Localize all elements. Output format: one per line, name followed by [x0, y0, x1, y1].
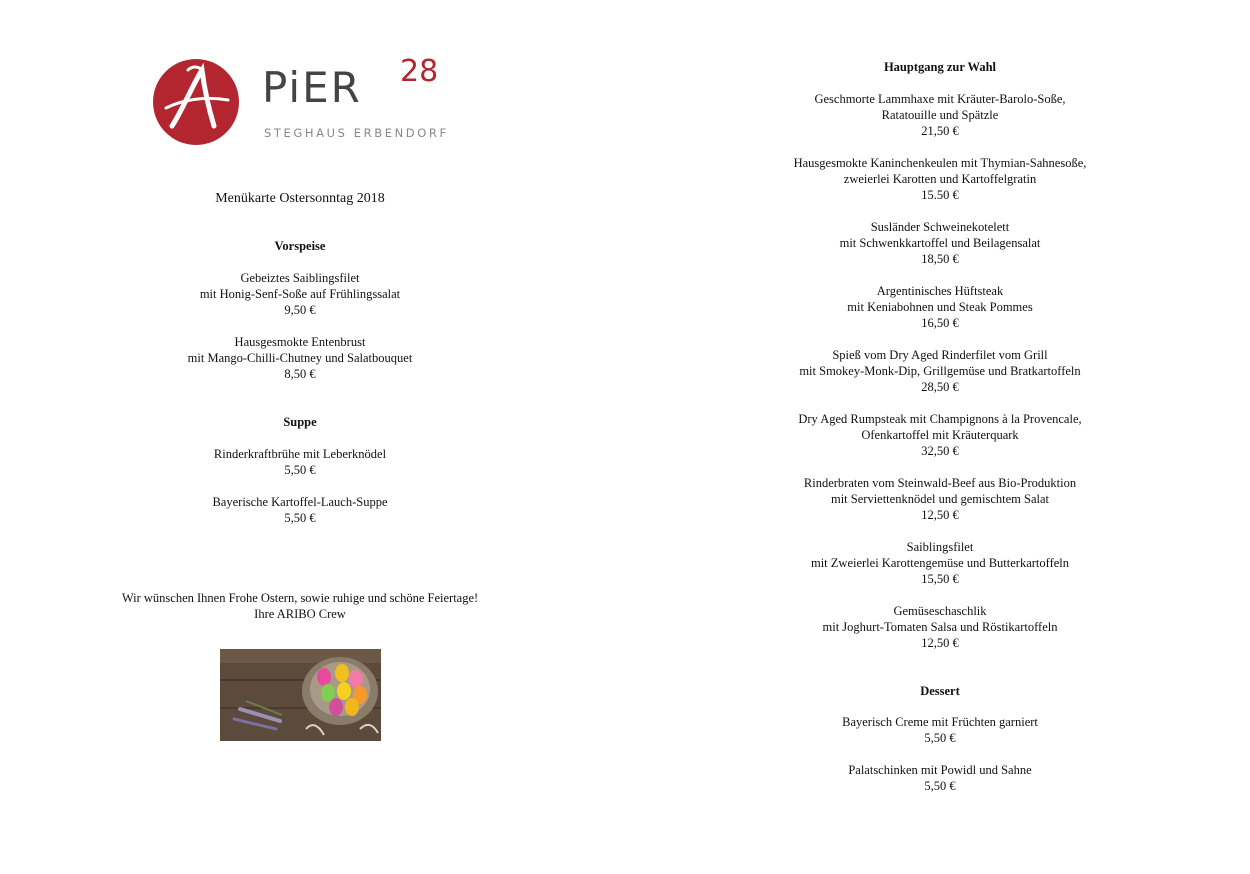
item-description: mit Keniabohnen und Steak Pommes [847, 300, 1033, 314]
item-name: Rinderkraftbrühe mit Leberknödel [213, 447, 387, 461]
right-column [740, 0, 1140, 874]
menu-item [740, 411, 1140, 459]
item-price: 12,50 € [921, 508, 959, 522]
menu-item [100, 334, 500, 382]
item-price: 12,50 € [921, 636, 959, 650]
logo-name: PiER [262, 63, 362, 112]
menu-title: Menükarte Ostersonntag 2018 [215, 191, 385, 206]
item-name: Rinderbraten vom Steinwald-Beef aus Bio-Produktion [803, 476, 1077, 490]
item-description: mit Serviettenknödel und gemischtem Salat [830, 492, 1049, 506]
item-name: Gebeiztes Saiblingsfilet [240, 271, 360, 285]
menu-item [740, 714, 1140, 746]
item-name: Susländer Schweinekotelett [870, 220, 1010, 234]
item-description: mit Smokey-Monk-Dip, Grillgemüse und Bratkartoffeln [799, 364, 1081, 378]
item-price: 5,50 € [284, 511, 316, 525]
item-price: 18,50 € [921, 252, 959, 266]
greeting [100, 590, 500, 622]
item-name: Hausgesmokte Kaninchenkeulen mit Thymian-Sahnesoße, [793, 156, 1087, 170]
greeting-text: Wir wünschen Ihnen Frohe Ostern, sowie ruhige und schöne Feiertage! [121, 591, 479, 605]
dessert-heading: Dessert [920, 684, 960, 698]
item-price: 5,50 € [284, 463, 316, 477]
item-price: 21,50 € [921, 124, 959, 138]
item-price: 16,50 € [921, 316, 959, 330]
hauptgang-heading: Hauptgang zur Wahl [883, 60, 997, 74]
menu-item [740, 219, 1140, 267]
menu-item [740, 91, 1140, 139]
item-price: 9,50 € [284, 303, 316, 317]
item-description: Ratatouille und Spätzle [881, 108, 999, 122]
menu-item [740, 475, 1140, 523]
item-price: 8,50 € [284, 367, 316, 381]
logo-subtitle: STEGHAUS ERBENDORF [264, 126, 449, 140]
item-name: Dry Aged Rumpsteak mit Champignons à la Provencale, [798, 412, 1082, 426]
item-name: Geschmorte Lammhaxe mit Kräuter-Barolo-Soße, [814, 92, 1066, 106]
vorspeise-heading: Vorspeise [274, 239, 326, 253]
logo-number: 28 [400, 54, 439, 89]
menu-item [100, 446, 500, 478]
menu-item [740, 283, 1140, 331]
item-description: mit Zweierlei Karottengemüse und Butterkartoffeln [810, 556, 1070, 570]
menu-item [100, 270, 500, 318]
item-name: Gemüseschaschlik [893, 604, 987, 618]
item-name: Spieß vom Dry Aged Rinderfilet vom Grill [832, 348, 1048, 362]
item-name: Hausgesmokte Entenbrust [234, 335, 366, 349]
item-description: zweierlei Karotten und Kartoffelgratin [843, 172, 1037, 186]
menu-item [740, 603, 1140, 651]
item-description: mit Joghurt-Tomaten Salsa und Röstikartoffeln [822, 620, 1058, 634]
item-name: Argentinisches Hüftsteak [876, 284, 1004, 298]
item-description: Ofenkartoffel mit Kräuterquark [861, 428, 1019, 442]
item-price: 5,50 € [924, 779, 956, 793]
suppe-heading: Suppe [283, 415, 317, 429]
easter-eggs-photo [220, 649, 381, 741]
item-description: mit Schwenkkartoffel und Beilagensalat [839, 236, 1041, 250]
menu-item [740, 762, 1140, 794]
item-description: mit Mango-Chilli-Chutney und Salatbouquet [187, 351, 413, 365]
menu-item [740, 155, 1140, 203]
item-price: 5,50 € [924, 731, 956, 745]
left-column [100, 0, 500, 874]
item-price: 15,50 € [921, 572, 959, 586]
item-price: 32,50 € [921, 444, 959, 458]
item-description: mit Honig-Senf-Soße auf Frühlingssalat [199, 287, 401, 301]
item-name: Bayerisch Creme mit Früchten garniert [842, 715, 1038, 729]
menu-item [740, 347, 1140, 395]
item-name: Bayerische Kartoffel-Lauch-Suppe [212, 495, 388, 509]
item-price: 15.50 € [921, 188, 959, 202]
menu-item [100, 494, 500, 526]
greeting-signature: Ihre ARIBO Crew [254, 607, 346, 621]
item-name: Saiblingsfilet [906, 540, 974, 554]
item-price: 28,50 € [921, 380, 959, 394]
menu-item [740, 539, 1140, 587]
item-name: Palatschinken mit Powidl und Sahne [848, 763, 1032, 777]
